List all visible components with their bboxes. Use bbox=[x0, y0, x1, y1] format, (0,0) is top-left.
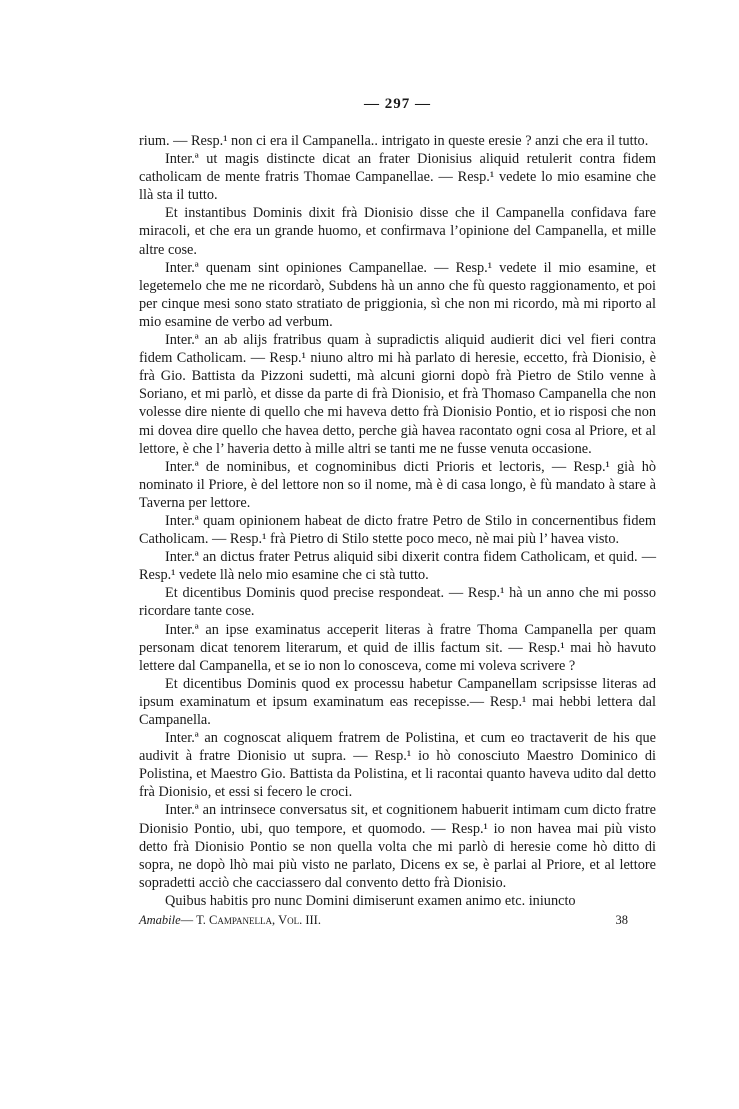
paragraph: rium. — Resp.¹ non ci era il Campanella.. intrigato in queste eresie ? anzi che era il tutto. bbox=[139, 133, 649, 149]
footer-separator: — T. bbox=[180, 913, 206, 928]
footer-author: Amabile bbox=[139, 913, 181, 928]
body-text bbox=[139, 132, 656, 910]
paragraph: Inter.ª quenam sint opiniones Campanellae. — Resp.¹ vedete il mio esamine, et legetemelo che me ne ricordarò, Subdens hà un anno che fù questo raggionamento, et poi per cinque mesi sono stato stratiato de priggionia, sì che non mi ricordo, mà mi riporto al mio esamine de verbo ad verbum. bbox=[139, 259, 656, 330]
page-number: — 297 — bbox=[364, 96, 431, 112]
paragraph: Inter.ª quam opinionem habeat de dicto fratre Petro de Stilo in concernentibus fidem Catholicam. — Resp.¹ frà Pietro di Stilo stette poco meco, nè mai più l’ havea visto. bbox=[139, 512, 656, 548]
footer-citation bbox=[139, 912, 321, 928]
paragraph: Et instantibus Dominis dixit frà Dionisio disse che il Campanella confidava fare miracoli, et che era un grande huomo, et confirmava l’opinione del Campanella, et mille altre cose. bbox=[139, 205, 656, 258]
footer-sheet-number: 38 bbox=[615, 913, 628, 928]
paragraph: Inter.ª ut magis distincte dicat an frater Dionisius aliquid retulerit contra fidem catholicam de mente fratris Thomae Campanellae. — Resp.¹ vedete lo mio esamine che llà sta il tutto. bbox=[139, 151, 656, 204]
paragraph: Et dicentibus Dominis quod ex processu habetur Campanellam scripsisse literas ad ipsum examinatum et ipsum examinatum eas recepisse.— Resp.¹ mai hebbi lettera dal Campanella. bbox=[139, 675, 656, 728]
paragraph: Inter.ª an intrinsece conversatus sit, et cognitionem habuerit intimam cum dicto fratre Dionisio Pontio, ubi, quo tempore, et quomodo. — Resp.¹ io non havea mai più visto detto frà Dionisio Pontio se non quella volta che mi parlò di heresie come hò ditto di sopra, ne dopò lhò mai più visto ne parlato, Dicens ex se, è parlai al Priore, et al lettore sopradetti acciò che cacciassero dal convento detto frà Dionisio. bbox=[139, 802, 656, 891]
paragraph: Inter.ª an ipse examinatus acceperit literas à fratre Thoma Campanella per quam personam dicat tenorem literarum, et quid de illis factum sit. — Resp.¹ mai hò havuto lettere dal Campanella, et se io non lo conosceva, come mi voleva scrivere ? bbox=[139, 621, 656, 674]
paragraph: Inter.ª an dictus frater Petrus aliquid sibi dixerit contra fidem Catholicam, et quid. — Resp.¹ vedete llà nelo mio esamine che ci stà tutto. bbox=[139, 549, 656, 584]
book-page bbox=[139, 96, 656, 928]
footer-series: Campanella, Vol. III. bbox=[209, 913, 321, 928]
paragraph: Et dicentibus Dominis quod precise respondeat. — Resp.¹ hà un anno che mi posso ricordare tante cose. bbox=[139, 585, 656, 620]
paragraph: Inter.ª de nominibus, et cognominibus dicti Prioris et lectoris, — Resp.¹ già hò nominato il Priore, è del lettore non so il nome, mà è di casa longo, è fù mandato à stare à Taverna per lettore. bbox=[139, 458, 656, 511]
paragraph: Quibus habitis pro nunc Domini dimiserunt examen animo etc. iniuncto bbox=[165, 892, 576, 909]
paragraph: Inter.ª an ab alijs fratribus quam à supradictis aliquid audierit dici vel fieri contra fidem Catholicam. — Resp.¹ niuno altro mi hà parlato di heresie, eccetto, frà Dionisio, è frà Gio. Battista da Pizzoni sudetti, mà alcuni giorni dopò frà Pietro de Stilo venne à Soriano, et mi parlò, et disse da parte di frà Dionisio, et frà Thomaso Campanella che non volesse dire niente di quello che mi haveva detto frà Dionisio Pontio, et io risposi che non mi dovea dire quello che havea detto, perche già havea racontato ogni cosa al Priore, et al lettore, è che l’ haveria detto à mille altri se tanti me ne fusse venuta occasione. bbox=[139, 332, 656, 457]
page-footer bbox=[139, 912, 656, 928]
paragraph: Inter.ª an cognoscat aliquem fratrem de Polistina, et cum eo tractaverit de his que audivit à fratre Dionisio ut supra. — Resp.¹ io hò conosciuto Maestro Dominico di Polistina, et Maestro Gio. Battista da Polistina, et li racontai quanto haveva udito dal detto frà Dionisio, et essi si fecero le croci. bbox=[139, 730, 656, 801]
